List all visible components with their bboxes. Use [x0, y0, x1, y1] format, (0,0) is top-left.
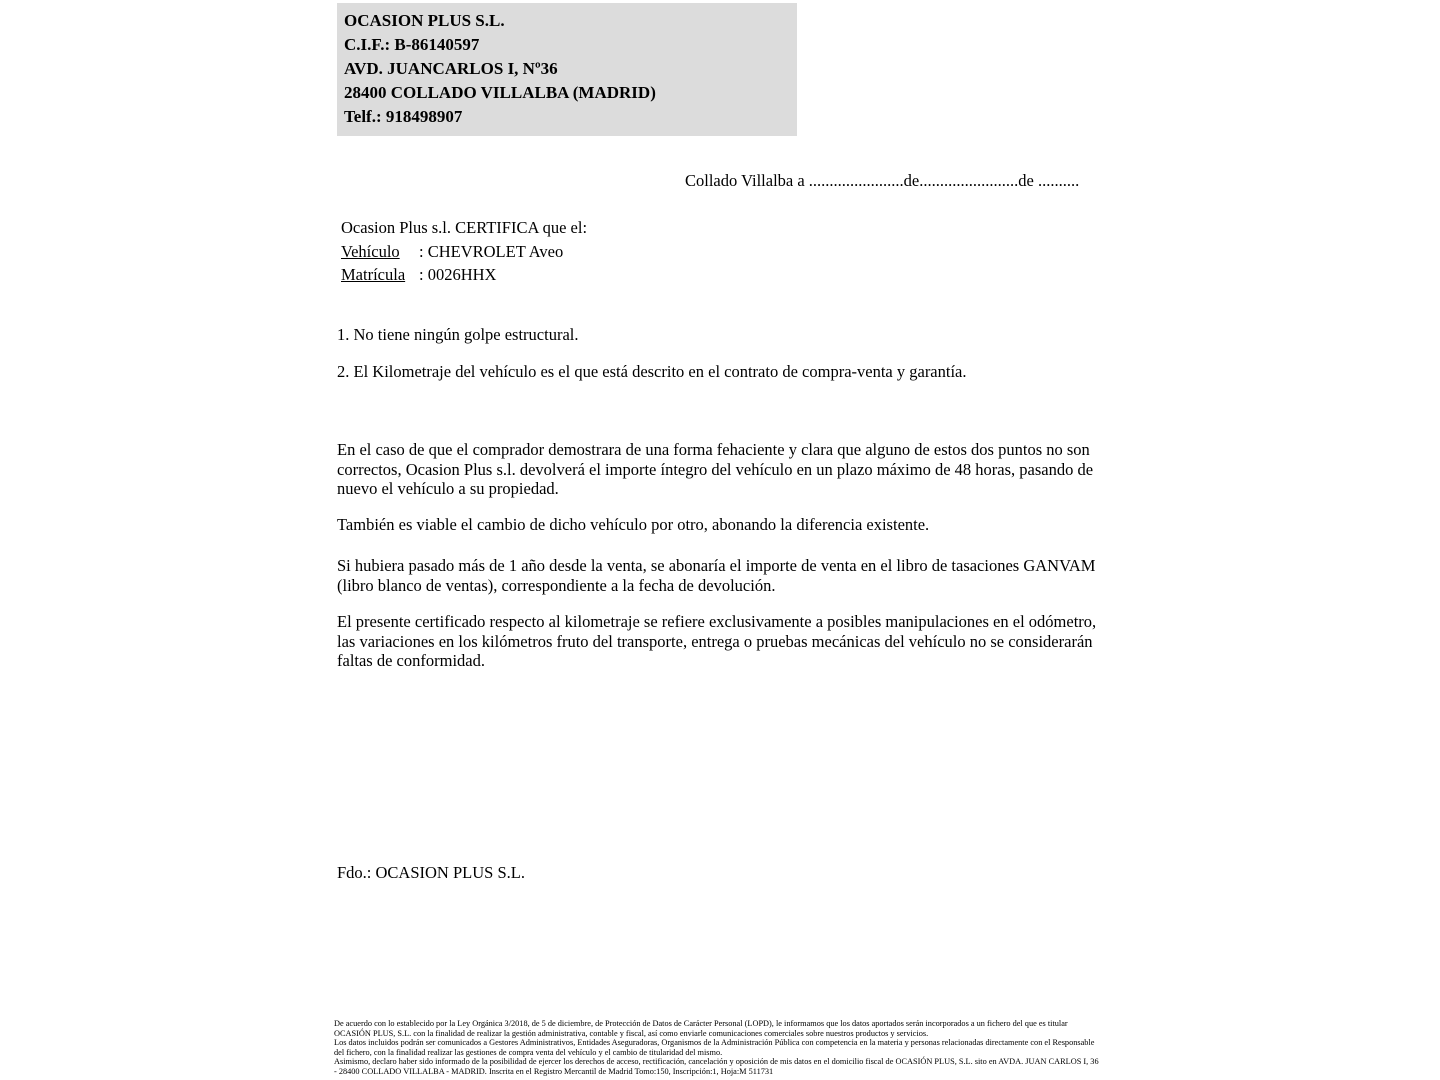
paragraph-odometer-disclaimer: El presente certificado respecto al kilometraje se refiere exclusivamente a posibles manipulaciones en el odómetro, las variaciones en los kilómetros fruto del transporte, entrega o pruebas mecánicas del vehículo no se considerarán faltas de conformidad.: [337, 612, 1097, 670]
vehicle-row: [341, 240, 587, 264]
paragraph-ganvam-valuation: Si hubiera pasado más de 1 año desde la venta, se abonaría el importe de venta en el libro de tasaciones GANVAM (libro blanco de ventas), correspondiente a la fecha de devolución.: [337, 556, 1096, 595]
certification-block: [341, 216, 587, 287]
company-header-box: [337, 3, 797, 136]
vehicle-value: : CHEVROLET Aveo: [419, 241, 564, 261]
company-cif: C.I.F.: B-86140597: [344, 35, 480, 54]
paragraph-refund-condition: En el caso de que el comprador demostrara de una forma fehaciente y clara que alguno de estos dos puntos no son correctos, Ocasion Plus s.l. devolverá el importe íntegro del vehículo en un plazo máximo de 48 horas, pasando de nuevo el vehículo a su propiedad.: [337, 440, 1094, 498]
certified-point-2: 2. El Kilometraje del vehículo es el que está descrito en el contrato de compra-venta y garantía.: [337, 362, 967, 381]
paragraph-exchange-option: También es viable el cambio de dicho vehículo por otro, abonando la diferencia existente.: [337, 515, 930, 534]
legal-paragraph-data-sharing: Los datos incluidos podrán ser comunicados a Gestores Administrativos, Entidades Aseguradoras, Organismos de la Administración Pública con competencia en la materia y personas relacionadas directamente con el Responsable del fichero, con la finalidad realizar las gestiones de compra venta del vehículo y el cambio de titularidad del mismo.: [334, 1038, 1095, 1057]
company-phone: Telf.: 918498907: [344, 107, 463, 126]
signature-line: Fdo.: OCASION PLUS S.L.: [337, 863, 525, 882]
legal-footer: [334, 1019, 1102, 1077]
plate-value: : 0026HHX: [419, 265, 497, 284]
legal-paragraph-rights: Asimismo, declaro haber sido informado de la posibilidad de ejercer los derechos de acceso, rectificación, cancelación y oposición de mis datos en el domicilio fiscal de OCASIÓN PLUS, S.L. sito en AVDA. JUAN CARLOS I, 36 - 28400 COLLADO VILLALBA - MADRID. Inscrita en el Registro Mercantil de Madrid Tomo:150, Inscripción:1, Hoja:M 511731: [334, 1057, 1099, 1076]
company-address-line1: AVD. JUANCARLOS I, Nº36: [344, 59, 558, 78]
company-name: OCASION PLUS S.L.: [344, 11, 505, 30]
company-address-line2: 28400 COLLADO VILLALBA (MADRID): [344, 83, 656, 102]
certify-intro: Ocasion Plus s.l. CERTIFICA que el:: [341, 218, 588, 237]
plate-row: [341, 263, 587, 287]
legal-paragraph-lopd: De acuerdo con lo establecido por la Ley Orgánica 3/2018, de 5 de diciembre, de Protección de Datos de Carácter Personal (LOPD), le informamos que los datos aportados serán incorporados a un fichero del que es titular OCASIÓN PLUS, S.L. con la finalidad de realizar la gestión administrativa, contable y fiscal, así como enviarle comunicaciones comerciales sobre nuestros productos y servicios.: [334, 1019, 1068, 1038]
date-fill-in-line: Collado Villalba a .......................de........................de ..........: [685, 171, 1080, 190]
certified-point-1: 1. No tiene ningún golpe estructural.: [337, 325, 579, 344]
plate-label: Matrícula: [341, 265, 406, 284]
vehicle-label: Vehículo: [341, 241, 400, 261]
